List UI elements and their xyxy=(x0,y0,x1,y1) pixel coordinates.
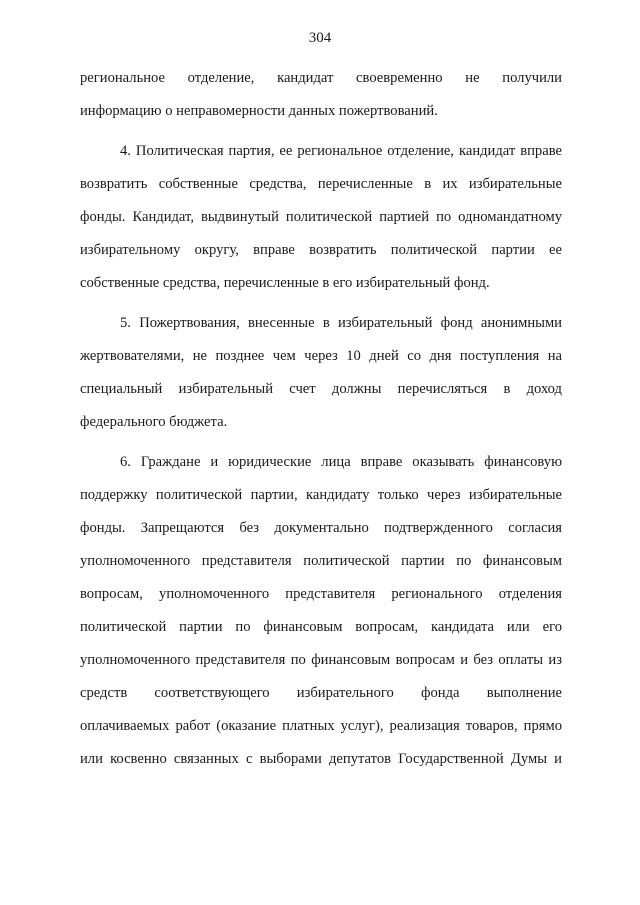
text-line: избирательному округу, вправе возвратить политической партии ее xyxy=(80,242,562,258)
paragraph xyxy=(80,135,562,300)
text-line: политической партии по финансовым вопросам, кандидата или его xyxy=(80,619,562,635)
paragraph xyxy=(80,446,562,776)
page-number: 304 xyxy=(308,30,332,46)
text-line: фонды. Запрещаются без документально подтвержденного согласия xyxy=(80,520,562,536)
text-line: оплачиваемых работ (оказание платных услуг), реализация товаров, прямо xyxy=(80,718,562,734)
text-line: 4. Политическая партия, ее региональное отделение, кандидат вправе xyxy=(120,143,562,159)
text-line: фонды. Кандидат, выдвинутый политической партией по одномандатному xyxy=(80,209,562,225)
text-line: федерального бюджета. xyxy=(80,414,228,430)
text-line: региональное отделение, кандидат своевременно не получили xyxy=(80,70,562,86)
text-line: 6. Граждане и юридические лица вправе оказывать финансовую xyxy=(120,454,562,470)
text-line: 5. Пожертвования, внесенные в избирательный фонд анонимными xyxy=(120,315,562,331)
paragraph xyxy=(80,62,562,128)
text-line: средств соответствующего избирательного фонда выполнение xyxy=(80,685,562,701)
document-body xyxy=(80,62,562,776)
text-line: или косвенно связанных с выборами депутатов Государственной Думы и xyxy=(80,751,562,767)
text-line: уполномоченного представителя по финансовым вопросам и без оплаты из xyxy=(80,652,562,668)
text-line: специальный избирательный счет должны перечисляться в доход xyxy=(80,381,562,397)
text-line: уполномоченного представителя политической партии по финансовым xyxy=(80,553,562,569)
text-line: жертвователями, не позднее чем через 10 дней со дня поступления на xyxy=(80,348,562,364)
text-line: поддержку политической партии, кандидату только через избирательные xyxy=(80,487,562,503)
text-line: собственные средства, перечисленные в его избирательный фонд. xyxy=(80,275,490,291)
text-line: возвратить собственные средства, перечисленные в их избирательные xyxy=(80,176,562,192)
paragraph xyxy=(80,307,562,439)
text-line: вопросам, уполномоченного представителя регионального отделения xyxy=(80,586,562,602)
text-line: информацию о неправомерности данных пожертвований. xyxy=(80,103,438,119)
